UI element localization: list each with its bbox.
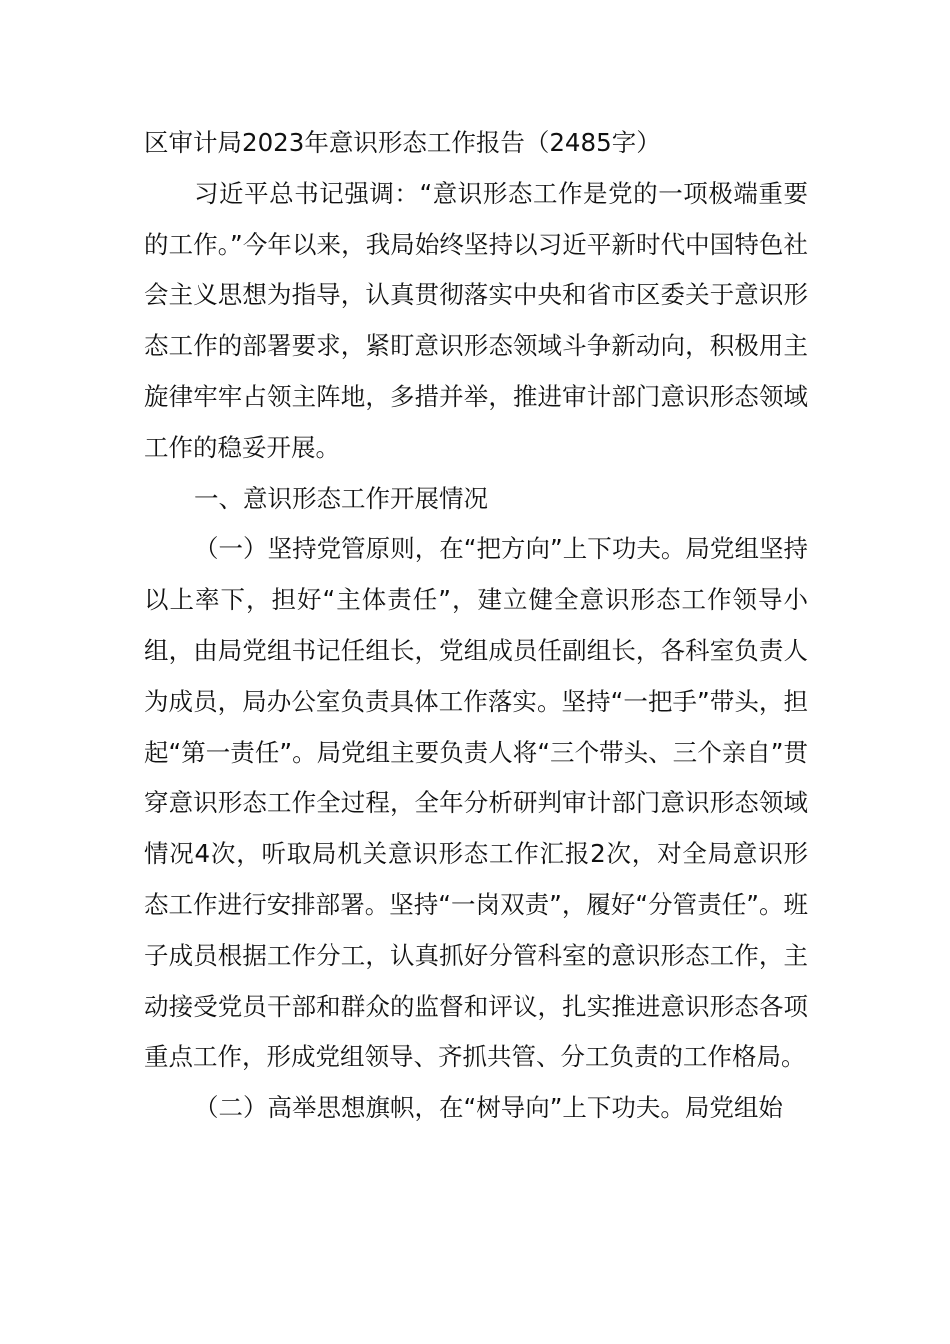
- subsection-paragraph-1: （一）坚持党管原则，在“把方向”上下功夫。局党组坚持以上率下，担好“主体责任”，建立健全意识形态工作领导小组，由局党组书记任组长，党组成员任副组长，各科室负责人为成员，局办公室负责具体工作落实。坚持“一把手”带头，担起“第一责任”。局党组主要负责人将“三个带头、三个亲自”贯穿意识形态工作全过程，全年分析研判审计部门意识形态领域情况4次，听取局机关意识形态工作汇报2次，对全局意识形态工作进行安排部署。坚持“一岗双责”，履好“分管责任”。班子成员根据工作分工，认真抓好分管科室的意识形态工作，主动接受党员干部和群众的监督和评议，扎实推进意识形态各项重点工作，形成党组领导、齐抓共管、分工负责的工作格局。: [144, 534, 808, 1072]
- section-heading-1: 一、意识形态工作开展情况: [194, 483, 488, 513]
- document-title: 区审计局2023年意识形态工作报告（2485字）: [144, 128, 661, 157]
- document-body: [144, 118, 808, 1134]
- subsection-paragraph-2: （二）高举思想旗帜，在“树导向”上下功夫。局党组始: [194, 1093, 783, 1123]
- intro-paragraph: 习近平总书记强调：“意识形态工作是党的一项极端重要的工作。”今年以来，我局始终坚持以习近平新时代中国特色社会主义思想为指导，认真贯彻落实中央和省市区委关于意识形态工作的部署要求，紧盯意识形态领域斗争新动向，积极用主旋律牢牢占领主阵地，多措并举，推进审计部门意识形态领域工作的稳妥开展。: [144, 178, 808, 462]
